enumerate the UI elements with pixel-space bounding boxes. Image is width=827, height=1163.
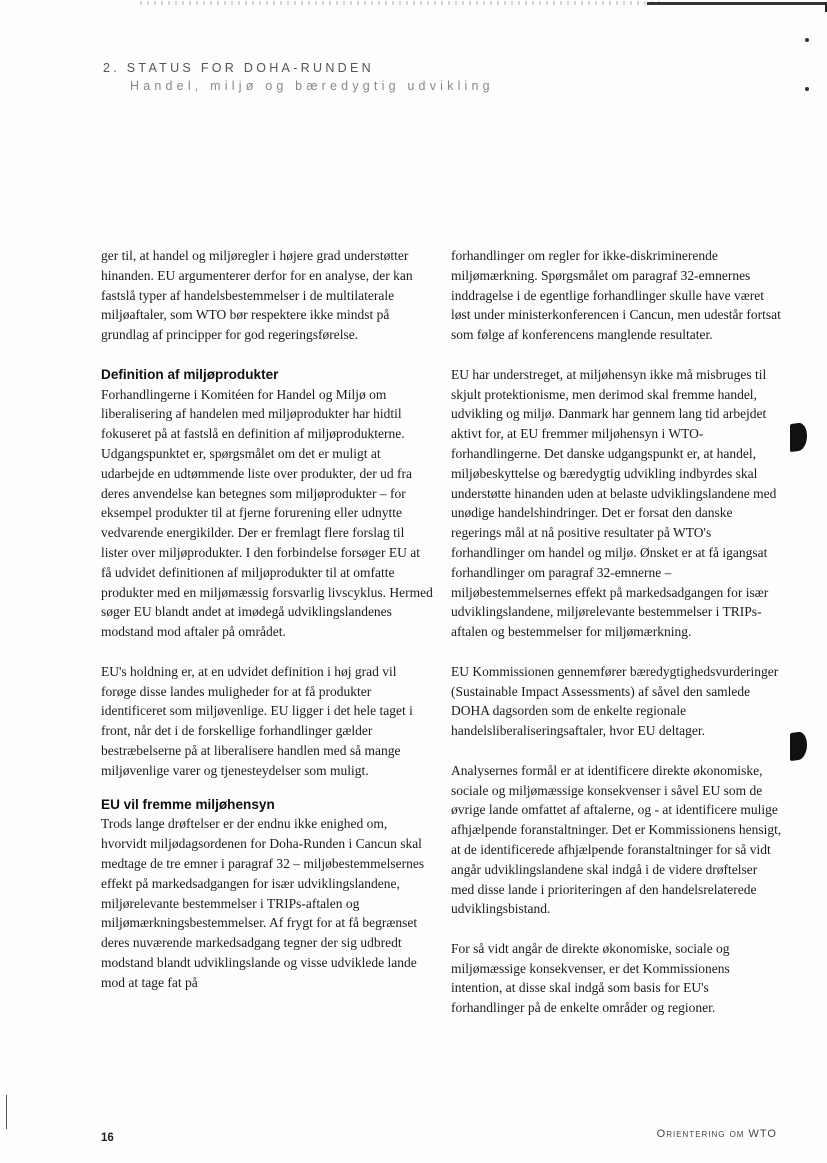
- paragraph: EU Kommissionen gennemfører bæredygtighedsvurderinger (Sustainable Impact Assessments) af såvel den samlede DOHA dagsorden som de enkelte regionale handelsliberaliseringsaftaler, hvor EU deltager.: [451, 663, 779, 739]
- scan-artifact-top: [0, 0, 827, 10]
- scan-edge-line: [6, 1095, 7, 1129]
- paragraph: ger til, at handel og miljøregler i højere grad understøtter hinanden. EU argumenterer derfor for en analyse, der kan fastslå typer af handelsbestemmelser i de multilaterale miljøaftaler, som WTO bør respektere ikke mindst på grundlag af principper for god regeringsførelse.: [101, 248, 413, 343]
- top-rule: [647, 2, 827, 5]
- right-column: [451, 246, 783, 1038]
- margin-dot: [805, 38, 809, 42]
- left-column: [101, 246, 433, 1012]
- scan-noise: [140, 1, 660, 5]
- margin-dot: [805, 87, 809, 91]
- paragraph: EU's holdning er, at en udvidet definition i høj grad vil forøge disse landes muligheder for at få produkter identificeret som miljøvenlige. EU ligger i det hele taget i front, når det i de forskellige forhandlinger gælder bestræbelserne på at liberalisere handlen med så mange miljøvenlige varer og tjenesteydelser som muligt.: [101, 663, 413, 778]
- paragraph: Trods lange drøftelser er der endnu ikke enighed om, hvorvidt miljødagsordenen for Doha-Runden i Cancun skal medtage de tre emner i paragraf 32 – miljøbestemmelsernes effekt på markedsadgangen for især udviklingslandene, miljørelevante bestemmelser i TRIPs-aftalen og miljømærkningsbestemmelser. Af frygt for at få begrænset deres nuværende markedsadgang tegner der sig udbredt modstand blandt udviklingslande og visse udviklede lande mod at tage fat på: [101, 816, 425, 990]
- paragraph: EU har understreget, at miljøhensyn ikke må misbruges til skjult protektionisme, men derimod skal fremme handel, udvikling og miljø. Danmark har gennem lang tid arbejdet aktivt for, at EU fremmer miljøhensyn i WTO-forhandlingerne. Det danske udgangspunkt er, at handel, miljøbeskyttelse og bæredygtig udvikling indbyrdes skal understøtte hinanden uden at belaste udviklingslandene med unødige handelshindringer. Det er forsat den danske regerings mål at nå positive resultater på WTO's forhandlinger om handel og miljø. Ønsket er at få igangsat forhandlinger om paragraf 32-emnerne – miljøbestemmelsernes effekt på markedsadgangen for især udviklingslandene, miljørelevante bestemmelser i TRIPs-aftalen og bestemmelser for miljømærkning.: [451, 366, 777, 640]
- paragraph: For så vidt angår de direkte økonomiske, sociale og miljømæssige konsekvenser, er det Kommissionens intention, at disse skal indgå som basis for EU's forhandlinger på de enkelte områder og regioner.: [451, 940, 730, 1016]
- paragraph: Forhandlingerne i Komitéen for Handel og Miljø om liberalisering af handelen med miljøprodukter har hidtil fokuseret på at fastslå en definition af miljøprodukterne. Udgangspunktet er, spørgsmålet om det er muligt at udarbejde en udtømmende liste over produkter, der ud fra deres anvendelse kan betegnes som miljøprodukter – for eksempel produkter til at fjerne forurening eller udnytte vedvarende energikilder. Der er fremlagt flere forslag til lister over miljøprodukter. I den forbindelse forsøger EU at få udvidet definitionen af miljøprodukter til at omfatte produkter med en miljømæssig forsvarlig livscyklus. Hermed søger EU blandt andet at imødegå udviklingslandenes modstand mod aftaler på området.: [101, 386, 433, 640]
- corner-crop-mark: [811, 4, 827, 12]
- running-header: [103, 61, 494, 93]
- paragraph: Analysernes formål er at identificere direkte økonomiske, sociale og miljømæssige konsekvenser i såvel EU som de øvrige lande omfattet af aftalerne, og - at identificere mulige afhjælpende foranstaltninger. Det er Kommissionens hensigt, at de identificerede afhjælpende foranstaltninger for så vidt angår udviklingslandene skal indgå i de videre drøftelser med disse lande i prioriteringen af den handelsrelaterede udviklingsbistand.: [451, 762, 782, 917]
- binding-hole-mark: [790, 731, 807, 761]
- page-number: 16: [101, 1132, 114, 1144]
- paragraph: forhandlinger om regler for ikke-diskriminerende miljømærkning. Spørgsmålet om paragraf 32-emnernes inddragelse i de egentlige forhandlinger skulle have været løst under ministerkonferencen i Cancun, men udestår fortsat som følge af konferencens manglende resultater.: [451, 248, 781, 343]
- section-heading: EU vil fremme miljøhensyn: [101, 796, 275, 812]
- chapter-subtitle: Handel, miljø og bæredygtig udvikling: [130, 79, 494, 93]
- chapter-title: 2. STATUS FOR DOHA-RUNDEN: [103, 61, 374, 75]
- footer-publication: [657, 1128, 777, 1140]
- section-heading: Definition af miljøprodukter: [101, 366, 279, 382]
- publication-title: Orientering om WTO: [656, 1128, 777, 1140]
- binding-hole-mark: [790, 422, 807, 452]
